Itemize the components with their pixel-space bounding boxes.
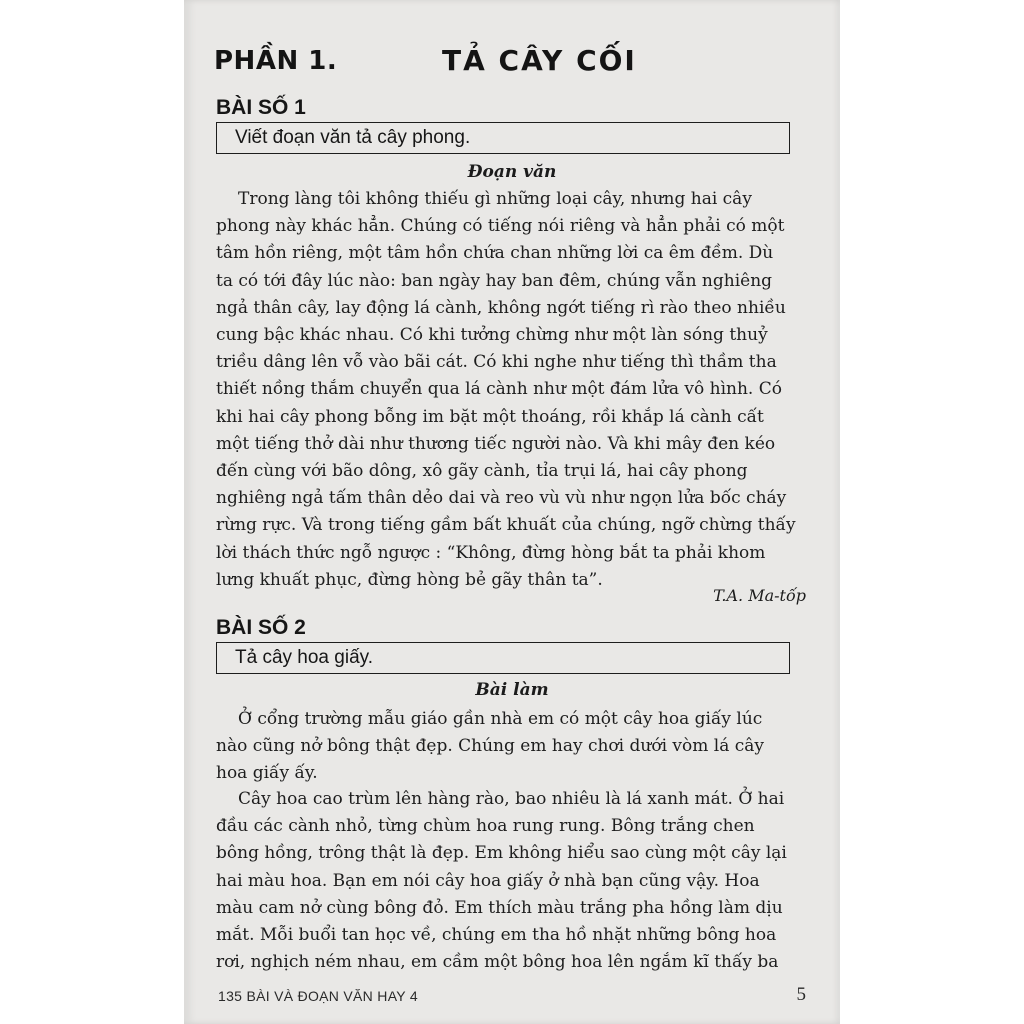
exercise-2-paragraph-1 [216, 706, 796, 788]
exercise-2-paragraph-2 [216, 786, 796, 976]
text-line: đến cùng với bão dông, xô gãy cành, tỉa trụi lá, hai cây phong [216, 461, 748, 482]
text-line: rơi, nghịch ném nhau, em cầm một bông hoa lên ngắm kĩ thấy ba [216, 952, 779, 973]
exercise-1-task: Viết đoạn văn tả cây phong. [235, 127, 471, 148]
text-line: mắt. Mỗi buổi tan học về, chúng em tha hồ nhặt những bông hoa [216, 925, 777, 946]
exercise-1-task-box [216, 122, 790, 154]
text-line: ngả thân cây, lay động lá cành, không ngớt tiếng rì rào theo nhiều [216, 297, 786, 318]
part-label: PHẦN 1. [214, 46, 338, 76]
text-line: nghiêng ngả tấm thân dẻo dai và reo vù vù như ngọn lửa bốc cháy [216, 488, 787, 509]
exercise-2-heading: BÀI SỐ 2 [216, 616, 306, 639]
text-line: rừng rực. Và trong tiếng gầm bất khuất của chúng, ngỡ chừng thấy [216, 515, 796, 536]
text-line: thiết nồng thắm chuyển qua lá cành như một đám lửa vô hình. Có [216, 379, 782, 400]
text-line: phong này khác hẳn. Chúng có tiếng nói riêng và hẳn phải có một [216, 216, 785, 237]
text-line: Ở cổng trường mẫu giáo gần nhà em có một cây hoa giấy lúc [238, 709, 763, 729]
text-line: Cây hoa cao trùm lên hàng rào, bao nhiêu là lá xanh mát. Ở hai [238, 789, 785, 809]
book-page [184, 0, 840, 1024]
exercise-1-heading: BÀI SỐ 1 [216, 96, 306, 119]
exercise-2-task-box [216, 642, 790, 674]
text-line: hai màu hoa. Bạn em nói cây hoa giấy ở nhà bạn cũng vậy. Hoa [216, 870, 760, 891]
page-number: 5 [796, 984, 806, 1005]
part-title: TẢ CÂY CỐI [442, 44, 637, 77]
exercise-1-author: T.A. Ma-tốp [713, 586, 806, 605]
text-line: một tiếng thở dài như thương tiếc người nào. Và khi mây đen kéo [216, 433, 776, 454]
text-line: cung bậc khác nhau. Có khi tưởng chừng như một làn sóng thuỷ [216, 325, 768, 346]
text-line: lưng khuất phục, đừng hòng bẻ gãy thân ta”. [216, 569, 603, 590]
text-line: Trong làng tôi không thiếu gì những loại cây, nhưng hai cây [238, 189, 752, 209]
exercise-2-subheading: Bài làm [475, 680, 549, 700]
text-line: triều dâng lên vỗ vào bãi cát. Có khi nghe như tiếng thì thầm tha [216, 352, 777, 373]
text-line: hoa giấy ấy. [216, 763, 318, 784]
text-line: lời thách thức ngỗ ngược : “Không, đừng hòng bắt ta phải khom [216, 542, 766, 563]
exercise-1-subheading: Đoạn văn [467, 162, 557, 182]
exercise-1-paragraph [216, 186, 796, 594]
text-line: ta có tới đây lúc nào: ban ngày hay ban đêm, chúng vẫn nghiêng [216, 270, 773, 291]
text-line: bông hồng, trông thật là đẹp. Em không hiểu sao cùng một cây lại [216, 843, 787, 864]
footer-book-title: 135 BÀI VÀ ĐOẠN VĂN HAY 4 [218, 988, 418, 1004]
exercise-2-task: Tả cây hoa giấy. [235, 647, 374, 668]
text-line: khi hai cây phong bỗng im bặt một thoáng, rồi khắp lá cành cất [216, 406, 764, 427]
text-line: nào cũng nở bông thật đẹp. Chúng em hay chơi dưới vòm lá cây [216, 736, 765, 757]
text-line: tâm hồn riêng, một tâm hồn chứa chan những lời ca êm đềm. Dù [216, 243, 774, 264]
text-line: đầu các cành nhỏ, từng chùm hoa rung rung. Bông trắng chen [216, 816, 755, 837]
part-heading [214, 44, 814, 84]
text-line: màu cam nở cùng bông đỏ. Em thích màu trắng pha hồng làm dịu [216, 897, 783, 918]
